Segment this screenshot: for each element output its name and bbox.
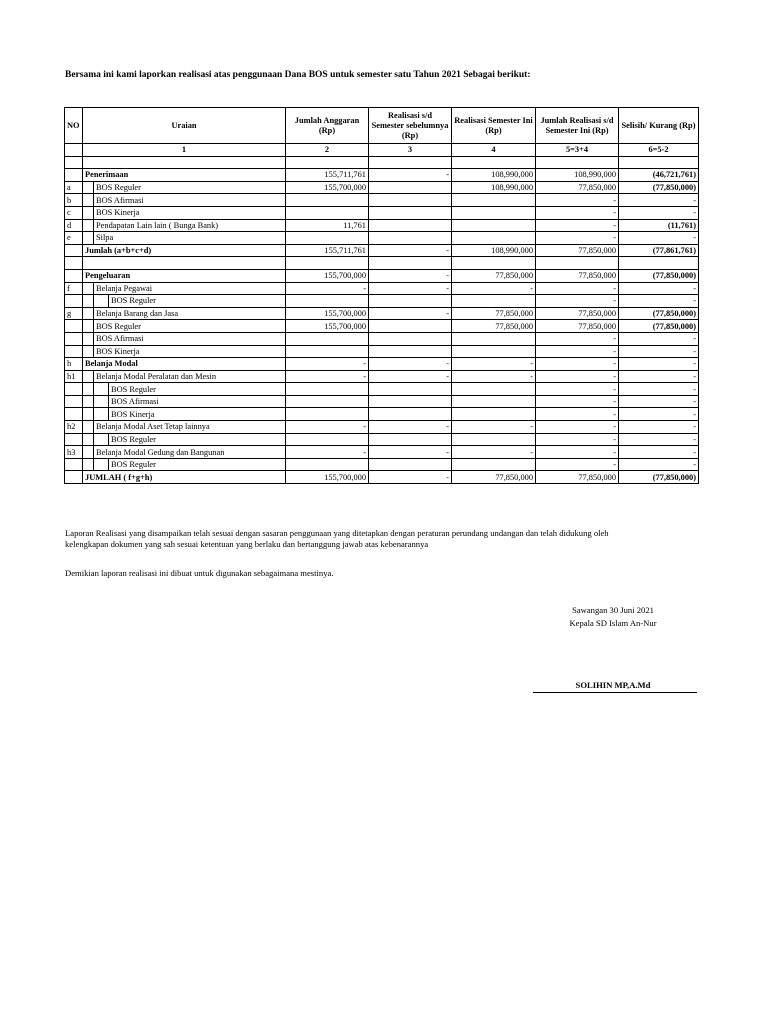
cell-c6: -	[619, 358, 699, 371]
cell-c5: -	[536, 383, 619, 396]
cell-c5: -	[536, 295, 619, 308]
cell-c2	[286, 345, 369, 358]
indent-cell	[83, 194, 94, 207]
cell-c6: (77,850,000)	[619, 320, 699, 333]
row-label: Belanja Modal Gedung dan Bangunan	[94, 446, 286, 459]
table-row	[65, 156, 699, 169]
row-no: d	[65, 219, 83, 232]
cell-c4: 108,990,000	[452, 244, 536, 257]
cell-c6: (77,850,000)	[619, 269, 699, 282]
cell-c6: -	[619, 332, 699, 345]
table-row	[65, 206, 699, 219]
cell-c2: -	[286, 421, 369, 434]
cell-c6: -	[619, 458, 699, 471]
row-label: BOS Reguler	[109, 295, 286, 308]
cell-c5: 108,990,000	[536, 169, 619, 182]
cell-c5: -	[536, 194, 619, 207]
cell-c4	[452, 194, 536, 207]
table-row	[65, 269, 699, 282]
indent-cell	[94, 295, 109, 308]
indent-cell	[83, 408, 94, 421]
colnum-4: 4	[452, 144, 536, 157]
cell-c3	[369, 345, 452, 358]
signer-position: Kepala SD Islam An-Nur	[569, 618, 657, 628]
cell-c2: 155,711,761	[286, 169, 369, 182]
cell-c3	[369, 181, 452, 194]
colnum-3: 3	[369, 144, 452, 157]
row-no: h	[65, 358, 83, 371]
cell-c5: 77,850,000	[536, 471, 619, 484]
cell-c6: (11,761)	[619, 219, 699, 232]
table-row	[65, 219, 699, 232]
closing-line-2: kelengkapan dokumen yang sah sesuai ketentuan yang berlaku dan bertanggung jawab atas kebenarannya	[65, 539, 429, 549]
header-uraian: Uraian	[83, 108, 286, 144]
cell-c3: -	[369, 169, 452, 182]
row-label	[83, 156, 286, 169]
cell-c6: -	[619, 383, 699, 396]
cell-c3	[369, 320, 452, 333]
cell-c4: 77,850,000	[452, 269, 536, 282]
row-label: BOS Reguler	[94, 320, 286, 333]
cell-c4	[452, 295, 536, 308]
header-realisasi-lalu: Realisasi s/d Semester sebelumnya (Rp)	[369, 108, 452, 144]
header-anggaran: Jumlah Anggaran (Rp)	[286, 108, 369, 144]
cell-c4: -	[452, 282, 536, 295]
cell-c3	[369, 433, 452, 446]
cell-c3	[369, 295, 452, 308]
cell-c3	[369, 395, 452, 408]
cell-c5: -	[536, 232, 619, 245]
colnum-blank	[65, 144, 83, 157]
cell-c2	[286, 458, 369, 471]
cell-c4: 108,990,000	[452, 181, 536, 194]
cell-c2: 155,711,761	[286, 244, 369, 257]
cell-c3: -	[369, 446, 452, 459]
indent-cell	[83, 395, 94, 408]
cell-c6	[619, 156, 699, 169]
row-label	[83, 257, 286, 270]
row-label: BOS Reguler	[109, 458, 286, 471]
cell-c2	[286, 206, 369, 219]
cell-c2	[286, 194, 369, 207]
cell-c3: -	[369, 269, 452, 282]
row-label: JUMLAH ( f+g+h)	[83, 471, 286, 484]
indent-cell	[94, 395, 109, 408]
signature-line	[533, 692, 697, 693]
cell-c4: -	[452, 446, 536, 459]
row-no	[65, 383, 83, 396]
table-row	[65, 282, 699, 295]
cell-c4	[452, 206, 536, 219]
cell-c2: -	[286, 282, 369, 295]
row-label: BOS Kinerja	[109, 408, 286, 421]
row-no: b	[65, 194, 83, 207]
cell-c2	[286, 295, 369, 308]
row-no	[65, 244, 83, 257]
row-no	[65, 433, 83, 446]
header-no: NO	[65, 108, 83, 144]
cell-c4	[452, 383, 536, 396]
cell-c5: 77,850,000	[536, 307, 619, 320]
row-label: Belanja Pegawai	[94, 282, 286, 295]
row-no	[65, 169, 83, 182]
row-no	[65, 395, 83, 408]
row-no: f	[65, 282, 83, 295]
cell-c3	[369, 408, 452, 421]
cell-c2	[286, 395, 369, 408]
cell-c5: -	[536, 395, 619, 408]
cell-c6: (46,721,761)	[619, 169, 699, 182]
table-row	[65, 395, 699, 408]
cell-c6: -	[619, 395, 699, 408]
header-selisih: Selisih/ Kurang (Rp)	[619, 108, 699, 144]
cell-c6: -	[619, 408, 699, 421]
row-label: Belanja Barang dan Jasa	[94, 307, 286, 320]
cell-c3	[369, 156, 452, 169]
cell-c4: 108,990,000	[452, 169, 536, 182]
cell-c3: -	[369, 471, 452, 484]
cell-c2: -	[286, 446, 369, 459]
cell-c2	[286, 232, 369, 245]
cell-c4	[452, 458, 536, 471]
indent-cell	[94, 408, 109, 421]
row-label: BOS Reguler	[109, 433, 286, 446]
table-row	[65, 181, 699, 194]
row-no	[65, 156, 83, 169]
cell-c3	[369, 232, 452, 245]
cell-c6: (77,861,761)	[619, 244, 699, 257]
cell-c4: 77,850,000	[452, 307, 536, 320]
place-date: Sawangan 30 Juni 2021	[572, 605, 654, 615]
cell-c6: -	[619, 232, 699, 245]
cell-c6: -	[619, 370, 699, 383]
cell-c5	[536, 257, 619, 270]
row-no: c	[65, 206, 83, 219]
table-row	[65, 471, 699, 484]
cell-c5: 77,850,000	[536, 320, 619, 333]
row-label: Pendapatan Lain lain ( Bunga Bank)	[94, 219, 286, 232]
cell-c2	[286, 257, 369, 270]
cell-c4: -	[452, 358, 536, 371]
row-label: Penerimaan	[83, 169, 286, 182]
cell-c5: -	[536, 408, 619, 421]
indent-cell	[83, 320, 94, 333]
cell-c2: 155,700,000	[286, 307, 369, 320]
cell-c2: 155,700,000	[286, 181, 369, 194]
cell-c3: -	[369, 282, 452, 295]
table-row	[65, 194, 699, 207]
indent-cell	[83, 345, 94, 358]
cell-c4: 77,850,000	[452, 471, 536, 484]
indent-cell	[83, 307, 94, 320]
cell-c5: -	[536, 370, 619, 383]
closing-line-1: Laporan Realisasi yang disampaikan telah sesuai dengan sasaran penggunaan yang ditetapkan dengan peraturan perundang undangan dan telah didukung oleh	[65, 528, 609, 538]
cell-c6: -	[619, 446, 699, 459]
cell-c3	[369, 257, 452, 270]
indent-cell	[83, 295, 94, 308]
cell-c3	[369, 194, 452, 207]
closing-statement: Demikian laporan realisasi ini dibuat untuk digunakan sebagaimana mestinya.	[65, 568, 334, 578]
table-row	[65, 421, 699, 434]
table-row	[65, 169, 699, 182]
row-label: Silpa	[94, 232, 286, 245]
table-row	[65, 232, 699, 245]
row-no	[65, 257, 83, 270]
colnum-5: 5=3+4	[536, 144, 619, 157]
row-no	[65, 320, 83, 333]
cell-c6	[619, 257, 699, 270]
row-no: h1	[65, 370, 83, 383]
cell-c5: -	[536, 282, 619, 295]
indent-cell	[83, 421, 94, 434]
cell-c6: (77,850,000)	[619, 471, 699, 484]
row-no	[65, 332, 83, 345]
row-no	[65, 408, 83, 421]
indent-cell	[83, 206, 94, 219]
row-no: a	[65, 181, 83, 194]
cell-c4	[452, 219, 536, 232]
table-row	[65, 345, 699, 358]
header-jumlah-realisasi: Jumlah Realisasi s/d Semester Ini (Rp)	[536, 108, 619, 144]
row-label: BOS Afirmasi	[94, 332, 286, 345]
row-no: h3	[65, 446, 83, 459]
cell-c5	[536, 156, 619, 169]
cell-c4: -	[452, 370, 536, 383]
row-label: Belanja Modal Aset Tetap lainnya	[94, 421, 286, 434]
intro-text: Bersama ini kami laporkan realisasi atas penggunaan Dana BOS untuk semester satu Tahun 2021 Sebagai berikut:	[65, 70, 531, 80]
row-no: g	[65, 307, 83, 320]
header-realisasi-ini: Realisasi Semester Ini (Rp)	[452, 108, 536, 144]
cell-c2: 155,700,000	[286, 471, 369, 484]
table-row	[65, 358, 699, 371]
row-label: BOS Afirmasi	[109, 395, 286, 408]
cell-c6: -	[619, 433, 699, 446]
cell-c6: -	[619, 194, 699, 207]
table-row	[65, 408, 699, 421]
cell-c3: -	[369, 307, 452, 320]
indent-cell	[83, 282, 94, 295]
cell-c4: 77,850,000	[452, 320, 536, 333]
table-row	[65, 244, 699, 257]
cell-c6: -	[619, 282, 699, 295]
cell-c5: -	[536, 358, 619, 371]
indent-cell	[94, 433, 109, 446]
cell-c3: -	[369, 370, 452, 383]
indent-cell	[83, 219, 94, 232]
cell-c2: -	[286, 370, 369, 383]
cell-c6: (77,850,000)	[619, 181, 699, 194]
cell-c5: -	[536, 219, 619, 232]
row-no	[65, 345, 83, 358]
cell-c5: -	[536, 345, 619, 358]
cell-c2	[286, 408, 369, 421]
indent-cell	[83, 433, 94, 446]
indent-cell	[83, 232, 94, 245]
cell-c5: 77,850,000	[536, 181, 619, 194]
cell-c3: -	[369, 358, 452, 371]
table-row	[65, 458, 699, 471]
row-label: Belanja Modal	[83, 358, 286, 371]
row-no	[65, 295, 83, 308]
cell-c2: 155,700,000	[286, 320, 369, 333]
indent-cell	[83, 458, 94, 471]
table-row	[65, 433, 699, 446]
colnum-2: 2	[286, 144, 369, 157]
cell-c3	[369, 383, 452, 396]
row-no	[65, 458, 83, 471]
cell-c2	[286, 156, 369, 169]
table-row	[65, 307, 699, 320]
cell-c2: 155,700,000	[286, 269, 369, 282]
cell-c4	[452, 433, 536, 446]
cell-c5: -	[536, 458, 619, 471]
indent-cell	[83, 181, 94, 194]
cell-c6: (77,850,000)	[619, 307, 699, 320]
colnum-6: 6=5-2	[619, 144, 699, 157]
cell-c5: -	[536, 332, 619, 345]
cell-c5: -	[536, 446, 619, 459]
cell-c3: -	[369, 421, 452, 434]
cell-c6: -	[619, 421, 699, 434]
table-row	[65, 383, 699, 396]
table-row	[65, 257, 699, 270]
cell-c4	[452, 232, 536, 245]
cell-c2	[286, 433, 369, 446]
cell-c4	[452, 257, 536, 270]
indent-cell	[83, 383, 94, 396]
indent-cell	[83, 446, 94, 459]
cell-c4	[452, 345, 536, 358]
row-label: BOS Reguler	[109, 383, 286, 396]
cell-c6: -	[619, 345, 699, 358]
cell-c3	[369, 219, 452, 232]
cell-c5: 77,850,000	[536, 244, 619, 257]
cell-c2: 11,761	[286, 219, 369, 232]
cell-c4: -	[452, 421, 536, 434]
row-label: Belanja Modal Peralatan dan Mesin	[94, 370, 286, 383]
row-no	[65, 269, 83, 282]
colnum-1: 1	[83, 144, 286, 157]
cell-c5: -	[536, 421, 619, 434]
row-no: h2	[65, 421, 83, 434]
table-row	[65, 446, 699, 459]
cell-c6: -	[619, 295, 699, 308]
indent-cell	[83, 332, 94, 345]
cell-c2	[286, 332, 369, 345]
table-row	[65, 295, 699, 308]
cell-c5: -	[536, 433, 619, 446]
cell-c4	[452, 332, 536, 345]
indent-cell	[94, 383, 109, 396]
cell-c3: -	[369, 244, 452, 257]
row-label: BOS Reguler	[94, 181, 286, 194]
indent-cell	[83, 370, 94, 383]
cell-c5: 77,850,000	[536, 269, 619, 282]
cell-c6: -	[619, 206, 699, 219]
table-row	[65, 320, 699, 333]
table-row	[65, 370, 699, 383]
row-label: BOS Kinerja	[94, 345, 286, 358]
signer-name: SOLIHIN MP,A.Md	[575, 680, 651, 690]
cell-c3	[369, 206, 452, 219]
row-label: Pengeluaran	[83, 269, 286, 282]
cell-c4	[452, 395, 536, 408]
cell-c2	[286, 383, 369, 396]
table-row	[65, 332, 699, 345]
realization-table	[64, 107, 699, 484]
cell-c5: -	[536, 206, 619, 219]
indent-cell	[94, 458, 109, 471]
cell-c2: -	[286, 358, 369, 371]
cell-c4	[452, 156, 536, 169]
row-label: Jumlah (a+b+c+d)	[83, 244, 286, 257]
row-label: BOS Kinerja	[94, 206, 286, 219]
row-no	[65, 471, 83, 484]
row-label: BOS Afirmasi	[94, 194, 286, 207]
cell-c4	[452, 408, 536, 421]
row-no: e	[65, 232, 83, 245]
cell-c3	[369, 458, 452, 471]
cell-c3	[369, 332, 452, 345]
